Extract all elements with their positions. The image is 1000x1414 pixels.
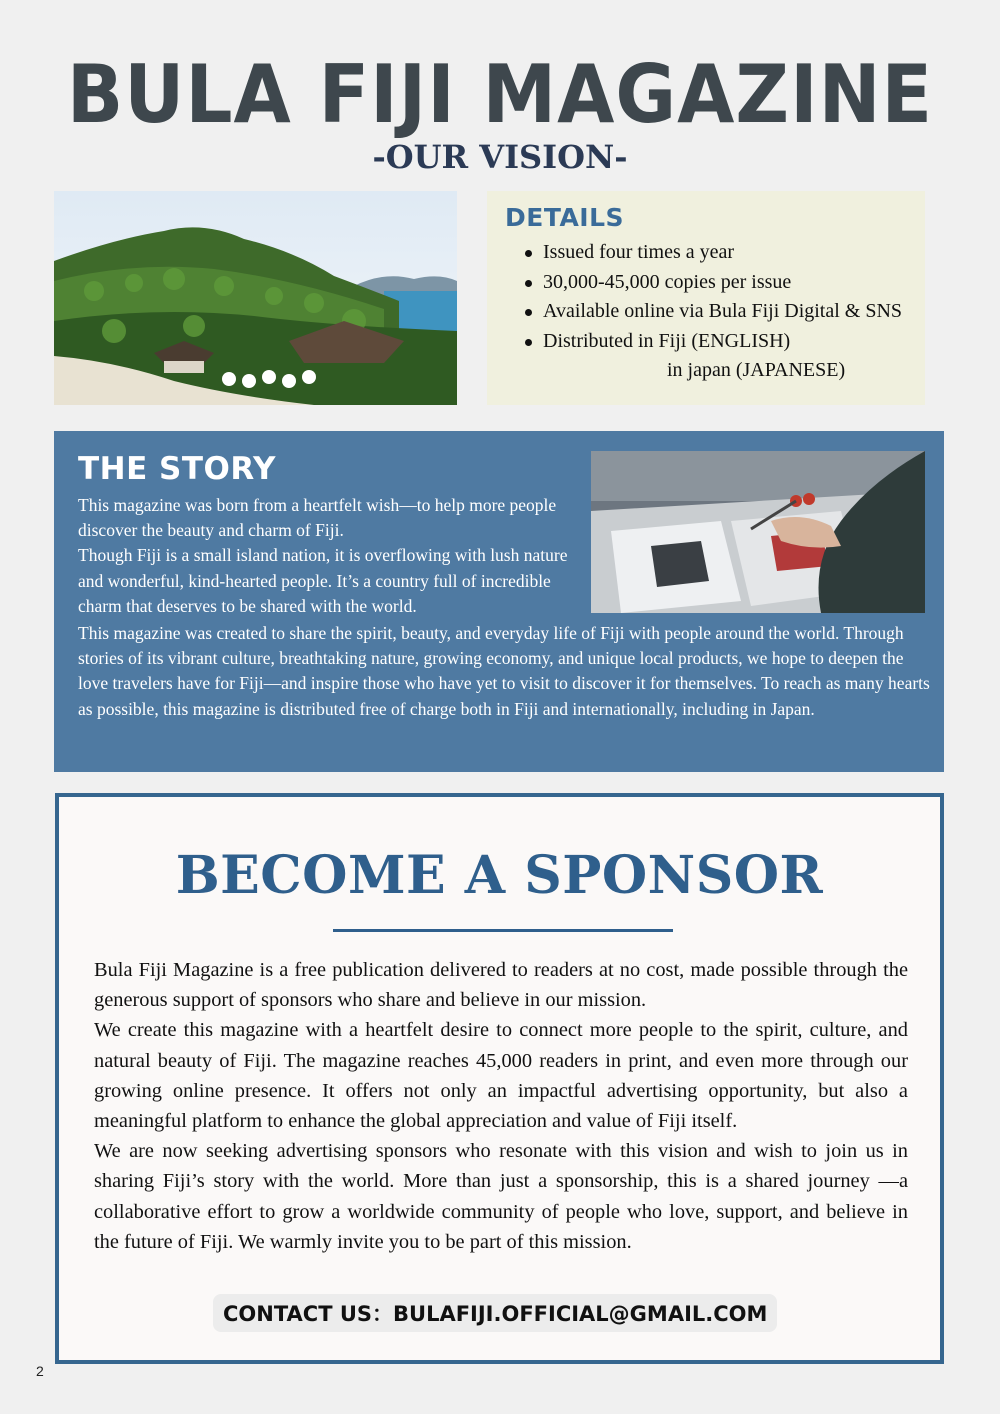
- details-list: [505, 238, 907, 356]
- contact-email[interactable]: CONTACT US：BULAFIJI.OFFICIAL@GMAIL.COM: [213, 1294, 777, 1332]
- sponsor-paragraph: Bula Fiji Magazine is a free publication delivered to readers at no cost, made possible through the generous support of sponsors who share and believe in our mission.: [94, 959, 908, 1012]
- story-intro-text: This magazine was born from a heartfelt wish—to help more people discover the beauty and charm of Fiji. Though Fiji is a small island nation, it is overflowing with lush nature and wonderful, kind-hearted people. It’s a country full of incredible charm that deserves to be shared with the world.: [78, 495, 568, 616]
- story-panel: [54, 431, 944, 772]
- sponsor-body: [94, 955, 908, 1257]
- magazine-title: BULA FIJI MAGAZINE: [66, 48, 934, 142]
- details-item: Available online via Bula Fiji Digital & SNS: [525, 297, 907, 327]
- story-heading: THE STORY: [78, 451, 277, 487]
- page-subtitle: -OUR VISION-: [372, 138, 628, 176]
- details-item-continuation: in japan (JAPANESE): [667, 359, 846, 381]
- sponsor-paragraph: We are now seeking advertising sponsors who resonate with this vision and wish to join us in sharing Fiji’s story with the world. More than just a sponsorship, this is a shared journey —a collaborative effort to grow a worldwide community of people who love, support, and believe in the future of Fiji. We warmly invite you to be part of this mission.: [94, 1140, 908, 1253]
- magazine-crafting-photo: [591, 451, 925, 613]
- story-full-text: This magazine was created to share the spirit, beauty, and everyday life of Fiji with people around the world. Through stories of its vibrant culture, breathtaking nature, growing economy, and unique local products, we hope to deepen the love travelers have for Fiji—and inspire those who have yet to visit to discover it for themselves. To reach as many hearts as possible, this magazine is distributed free of charge both in Fiji and internationally, including in Japan.: [78, 623, 930, 719]
- sponsor-paragraph: We create this magazine with a heartfelt desire to connect more people to the spirit, culture, and natural beauty of Fiji. The magazine reaches 45,000 readers in print, and even more through our growing online presence. It offers not only an impactful advertising opportunity, but also a meaningful platform to enhance the global appreciation and value of Fiji itself.: [94, 1019, 908, 1133]
- sponsor-heading-divider: [333, 929, 673, 932]
- details-item: Issued four times a year: [525, 238, 907, 268]
- sponsor-box: [55, 793, 944, 1364]
- page-number: 2: [36, 1363, 44, 1379]
- details-card: [487, 191, 925, 405]
- details-heading: DETAILS: [505, 203, 625, 232]
- island-resort-photo: [54, 191, 457, 405]
- details-item: 30,000-45,000 copies per issue: [525, 268, 907, 298]
- sponsor-heading: BECOME A SPONSOR: [175, 845, 824, 906]
- details-item: Distributed in Fiji (ENGLISH): [525, 327, 907, 357]
